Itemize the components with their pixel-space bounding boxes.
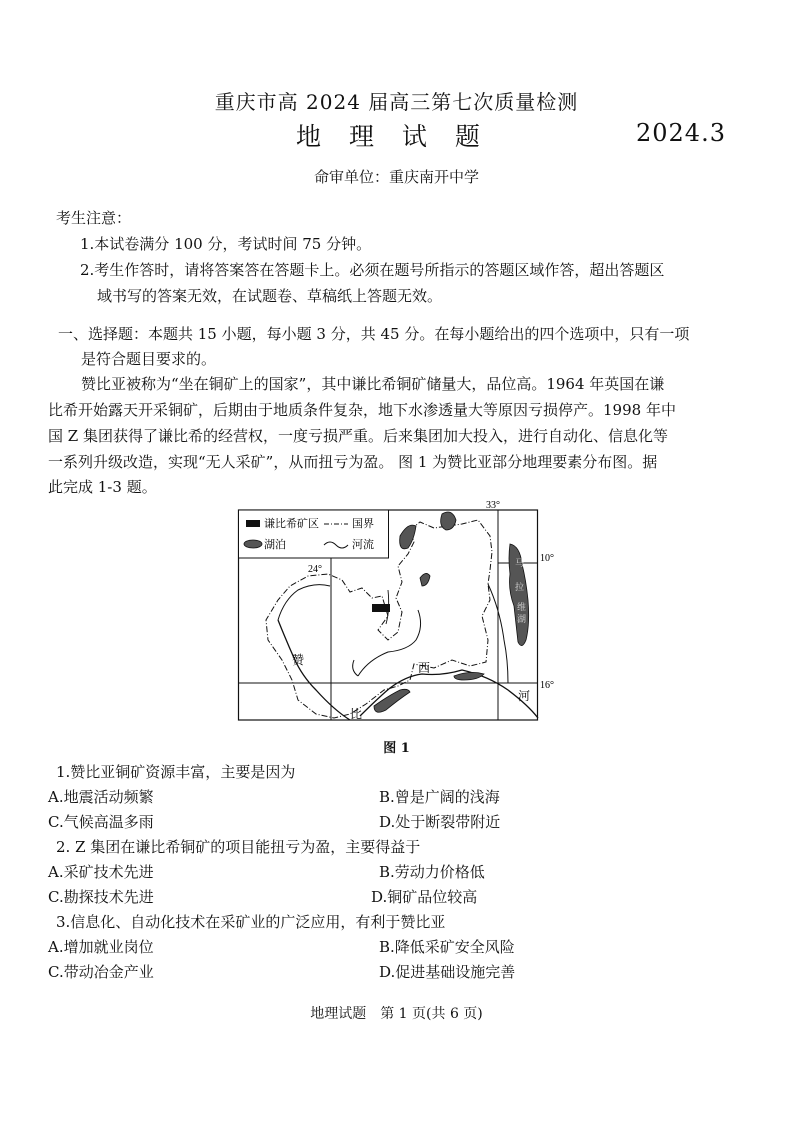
legend-lake-swatch — [244, 540, 262, 548]
question-2-option-a[interactable]: A.采矿技术先进 — [48, 863, 154, 881]
question-2-option-d[interactable]: D.铜矿品位较高 — [371, 888, 478, 906]
zambezi-river-west — [278, 620, 350, 720]
zambezi-river-east — [360, 670, 538, 718]
question-3-option-a[interactable]: A.增加就业岗位 — [48, 938, 154, 956]
page-footer: 地理试题 第 1 页(共 6 页) — [310, 1006, 483, 1022]
upper-zambezi — [278, 585, 330, 620]
passage-line-2: 比希开始露天开采铜矿，后期由于地质条件复杂，地下水渗透量大等原因亏损停产。1998 年中 — [48, 401, 676, 419]
label-bi: 比 — [350, 707, 363, 721]
question-1-stem: 1.赞比亚铜矿资源丰富，主要是因为 — [56, 763, 296, 781]
legend-border-label: 国界 — [352, 518, 374, 530]
lake-bangweulu — [420, 573, 430, 586]
legend-mine-label: 谦比希矿区 — [264, 518, 319, 530]
question-1-option-a[interactable]: A.地震活动频繁 — [48, 788, 154, 806]
chambishi-mine-marker — [372, 604, 390, 612]
passage-line-3: 国 Z 集团获得了谦比希的经营权，一度亏损严重。后来集团加大投入，进行自动化、信息化等 — [48, 427, 668, 445]
lake-label-1: 马 — [515, 558, 525, 568]
lat-10-label: 10° — [540, 553, 554, 564]
lake-tanganyika — [441, 512, 456, 530]
lon-33-label: 33° — [486, 500, 500, 511]
lat-16-label: 16° — [540, 680, 554, 691]
passage-line-1: 赞比亚被称为“坐在铜矿上的国家”，其中谦比希铜矿储量大，品位高。1964 年英国在谦 — [81, 375, 665, 393]
section-heading: 一、选择题：本题共 15 小题，每小题 3 分，共 45 分。在每小题给出的四个选项中，只有一项 — [58, 325, 690, 343]
question-3-stem: 3.信息化、自动化技术在采矿业的广泛应用，有利于赞比亚 — [56, 913, 446, 931]
lake-kariba — [374, 689, 410, 712]
question-1-option-c[interactable]: C.气候高温多雨 — [48, 813, 154, 831]
label-xi: 西 — [418, 661, 431, 675]
section-heading-cont: 是符合题目要求的。 — [81, 350, 217, 368]
passage-line-5: 此完成 1-3 题。 — [48, 478, 157, 496]
kafue-river-lower — [353, 660, 358, 676]
question-2-option-b[interactable]: B.劳动力价格低 — [379, 863, 485, 881]
notice-item-1: 1.本试卷满分 100 分，考试时间 75 分钟。 — [80, 235, 372, 253]
question-2-option-c[interactable]: C.勘探技术先进 — [48, 888, 154, 906]
zambia-map — [238, 500, 554, 728]
kafue-river — [358, 610, 421, 676]
passage-line-4: 一系列升级改造，实现“无人采矿”，从而扭亏为盈。 图 1 为赞比亚部分地理要素分布图。据 — [48, 453, 658, 471]
exam-date: 2024.3 — [636, 119, 726, 147]
setter-unit: 命审单位：重庆南开中学 — [313, 168, 479, 186]
subject-title: 地 理 试 题 — [296, 122, 490, 151]
lake-label-3: 维 — [517, 602, 527, 612]
notice-item-2-cont: 域书写的答案无效，在试题卷、草稿纸上答题无效。 — [97, 287, 443, 305]
legend-river-label: 河流 — [352, 539, 374, 551]
lake-cahora-bassa — [454, 672, 484, 680]
question-3-option-b[interactable]: B.降低采矿安全风险 — [379, 938, 515, 956]
label-zan: 赞 — [292, 653, 305, 667]
question-1-option-d[interactable]: D.处于断裂带附近 — [379, 813, 501, 831]
question-2-stem: 2. Z 集团在谦比希铜矿的项目能扭亏为盈，主要得益于 — [56, 838, 421, 856]
question-3-option-d[interactable]: D.促进基础设施完善 — [379, 963, 516, 981]
question-3-option-c[interactable]: C.带动冶金产业 — [48, 963, 154, 981]
question-1-option-b[interactable]: B.曾是广阔的浅海 — [379, 788, 500, 806]
notice-item-2: 2.考生作答时，请将答案答在答题卡上。必须在题号所指示的答题区域作答，超出答题区 — [80, 261, 665, 279]
exam-title: 重庆市高 2024 届高三第七次质量检测 — [214, 90, 579, 114]
figure-caption: 图 1 — [383, 741, 410, 756]
legend-mine-swatch — [246, 520, 260, 527]
lon-24-label: 24° — [308, 564, 322, 575]
label-he: 河 — [518, 689, 531, 703]
lake-label-2: 拉 — [515, 582, 525, 592]
lake-mweru — [400, 525, 416, 549]
notice-heading: 考生注意： — [56, 209, 132, 227]
lake-label-4: 湖 — [517, 614, 527, 624]
legend-lake-label: 湖泊 — [264, 539, 286, 551]
